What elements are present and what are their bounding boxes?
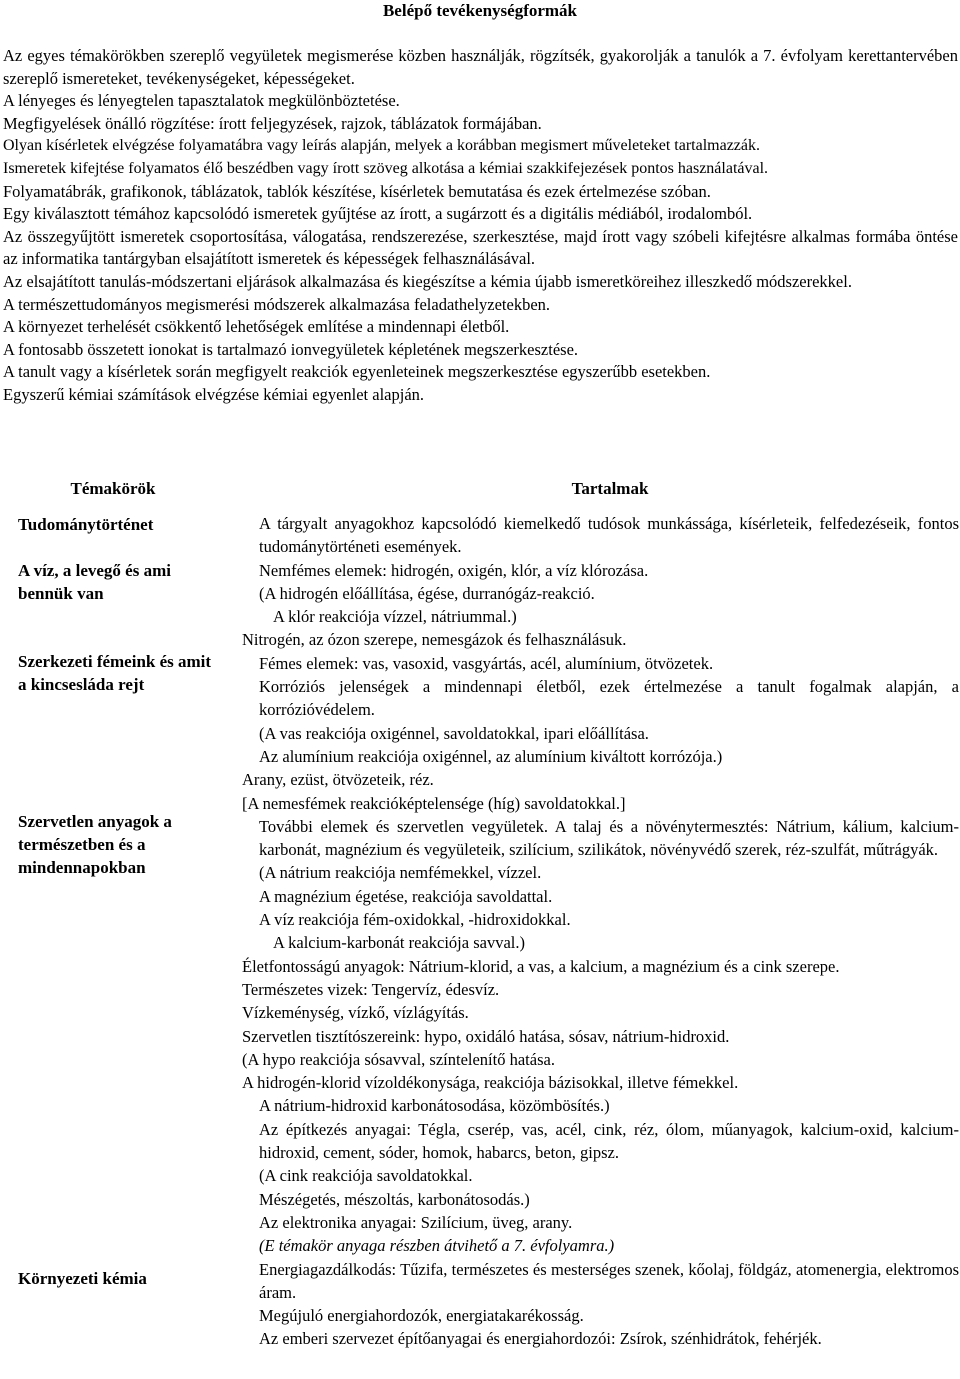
- content-line: A tárgyalt anyagokhoz kapcsolódó kiemelkedő tudósok munkássága, kísérleteik, felfedezéseik, fontos tudománytörténeti események.: [259, 514, 959, 557]
- content-line: Mészégetés, mészoltás, karbonátosodás.): [259, 1189, 530, 1209]
- content-line: A magnézium égetése, reakciója savoldattal.: [259, 886, 553, 906]
- intro-paragraph: Ismeretek kifejtése folyamatos élő beszédben vagy írott szöveg alkotása a kémiai szakkifejezések pontos használatával.: [3, 159, 769, 177]
- content-line: További elemek és szervetlen vegyületek. A talaj és a növénytermesztés: Nátrium, kálium, kalcium-karbonát, magnézium és vegyületeik, szilícium, szilikátok, növényvédő szerek, réz-szulfát, műtrágyák.: [259, 816, 959, 860]
- content-line: (E témakör anyaga részben átvihető a 7. évfolyamra.): [259, 1236, 615, 1256]
- intro-section: [3, 45, 958, 407]
- topic-inorganic: Szervetlen anyagok a természetben és a mindennapokban: [18, 812, 172, 877]
- content-line: (A hidrogén előállítása, égése, durranógáz-reakció.: [259, 583, 595, 603]
- content-line: (A cink reakciója savoldatokkal.: [259, 1166, 473, 1186]
- intro-paragraph: A tanult vagy a kísérletek során megfigyelt reakciók egyenleteinek megszerkesztése egyszerűbb esetekben.: [3, 362, 711, 382]
- intro-paragraph: A környezet terhelését csökkentő lehetőségek említése a mindennapi életből.: [3, 317, 510, 337]
- topic-metals: Szerkezeti fémeink és amit a kincsesláda rejt: [18, 652, 212, 694]
- intro-paragraph: Megfigyelések önálló rögzítése: írott feljegyzések, rajzok, táblázatok formájában.: [3, 113, 542, 133]
- intro-paragraph: Folyamatábrák, grafikonok, táblázatok, tablók készítése, kísérletek bemutatása és ezek értelmezése szóban.: [3, 181, 711, 201]
- column-header-topics: Témakörök: [70, 479, 156, 498]
- content-line: Az építkezés anyagai: Tégla, cserép, vas, acél, cink, réz, ólom, műanyagok, kalcium-oxid, kalcium-hidroxid, cement, sóder, homok, habarcs, beton, gipsz.: [259, 1119, 959, 1163]
- content-line: (A nátrium reakciója nemfémekkel, vízzel.: [259, 863, 542, 883]
- content-line: Szervetlen tisztítószereink: hypo, oxidáló hatása, sósav, nátrium-hidroxid.: [242, 1026, 730, 1046]
- page-title: Belépő tevékenységformák: [382, 1, 578, 20]
- content-line: Természetes vizek: Tengervíz, édesvíz.: [242, 979, 500, 999]
- content-line: A kalcium-karbonát reakciója savval.): [273, 933, 525, 953]
- content-line: Az emberi szervezet építőanyagai és energiahordozói: Zsírok, szénhidrátok, fehérjék.: [259, 1329, 822, 1349]
- content-line: Nitrogén, az ózon szerepe, nemesgázok és felhasználásuk.: [242, 630, 627, 650]
- intro-paragraph: A természettudományos megismerési módszerek alkalmazása feladathelyzetekben.: [3, 294, 551, 314]
- content-line: Arany, ezüst, ötvözeteik, réz.: [242, 770, 434, 790]
- content-line: A klór reakciója vízzel, nátriummal.): [273, 607, 517, 627]
- content-line: Vízkeménység, vízkő, vízlágyítás.: [242, 1003, 469, 1023]
- intro-paragraph: Az egyes témakörökben szereplő vegyületek megismerése közben használják, rögzítsék, gyakorolják a tanulók a 7. évfolyam kerettantervében szereplő ismereteket, tevékenységeket, képességeket.: [3, 46, 958, 88]
- content-line: Megújuló energiahordozók, energiatakarékosság.: [259, 1306, 584, 1326]
- content-line: Az elektronika anyagai: Szilícium, üveg, arany.: [259, 1212, 573, 1232]
- content-line: A hidrogén-klorid vízoldékonysága, reakciója bázisokkal, illetve fémekkel.: [242, 1073, 739, 1093]
- intro-paragraph: Olyan kísérletek elvégzése folyamatábra vagy leírás alapján, melyek a korábban megismert műveleteket tartalmazzák.: [3, 137, 760, 155]
- content-line: Energiagazdálkodás: Tűzifa, természetes és mesterséges szenek, kőolaj, földgáz, atomenergia, elektromos áram.: [259, 1259, 959, 1302]
- content-line: Az alumínium reakciója oxigénnel, az alumínium kiváltott korrózója.): [259, 746, 723, 766]
- content-line: A víz reakciója fém-oxidokkal, -hidroxidokkal.: [259, 910, 571, 930]
- contents-column: [242, 512, 959, 1351]
- topic-history: Tudománytörténet: [18, 515, 154, 534]
- content-line: Életfontosságú anyagok: Nátrium-klorid, a vas, a kalcium, a magnézium és a cink szerepe.: [242, 956, 840, 976]
- content-line: Fémes elemek: vas, vasoxid, vasgyártás, acél, alumínium, ötvözetek.: [259, 653, 714, 673]
- topic-water-air: A víz, a levegő és ami bennük van: [18, 561, 171, 603]
- content-line: A nátrium-hidroxid karbonátosodása, közömbösítés.): [259, 1096, 610, 1116]
- column-header-contents: Tartalmak: [571, 479, 649, 498]
- intro-paragraph: Az elsajátított tanulás-módszertani eljárások alkalmazása és kiegészítse a kémia újabb ismeretköreihez illeszkedő módszerekkel.: [3, 271, 852, 291]
- content-line: Nemfémes elemek: hidrogén, oxigén, klór, a víz klórozása.: [259, 560, 649, 580]
- content-line: [A nemesfémek reakcióképtelensége (híg) savoldatokkal.]: [242, 793, 626, 813]
- content-line: Korróziós jelenségek a mindennapi életből, ezek értelmezése a tanult fogalmak alapján, a korrózióvédelem.: [259, 677, 959, 720]
- intro-paragraph: A fontosabb összetett ionokat is tartalmazó ionvegyületek képletének megszerkesztése.: [3, 339, 579, 359]
- content-line: (A vas reakciója oxigénnel, savoldatokkal, ipari előállítása.: [259, 723, 649, 743]
- intro-paragraph: Egy kiválasztott témához kapcsolódó ismeretek gyűjtése az írott, a sugárzott és a digitális médiából, irodalomból.: [3, 204, 753, 224]
- intro-paragraph: A lényeges és lényegtelen tapasztalatok megkülönböztetése.: [3, 91, 400, 111]
- content-line: (A hypo reakciója sósavval, színtelenítő hatása.: [242, 1049, 555, 1069]
- intro-paragraph: Az összegyűjtött ismeretek csoportosítása, válogatása, rendszerezése, szerkesztése, majd írott vagy szóbeli kifejtésre alkalmas formába öntése az informatika tantárgyban elsajátított ismeretek és képességek felhasználásával.: [3, 226, 958, 269]
- topic-environment: Környezeti kémia: [18, 1269, 147, 1288]
- intro-paragraph: Egyszerű kémiai számítások elvégzése kémiai egyenlet alapján.: [3, 384, 425, 404]
